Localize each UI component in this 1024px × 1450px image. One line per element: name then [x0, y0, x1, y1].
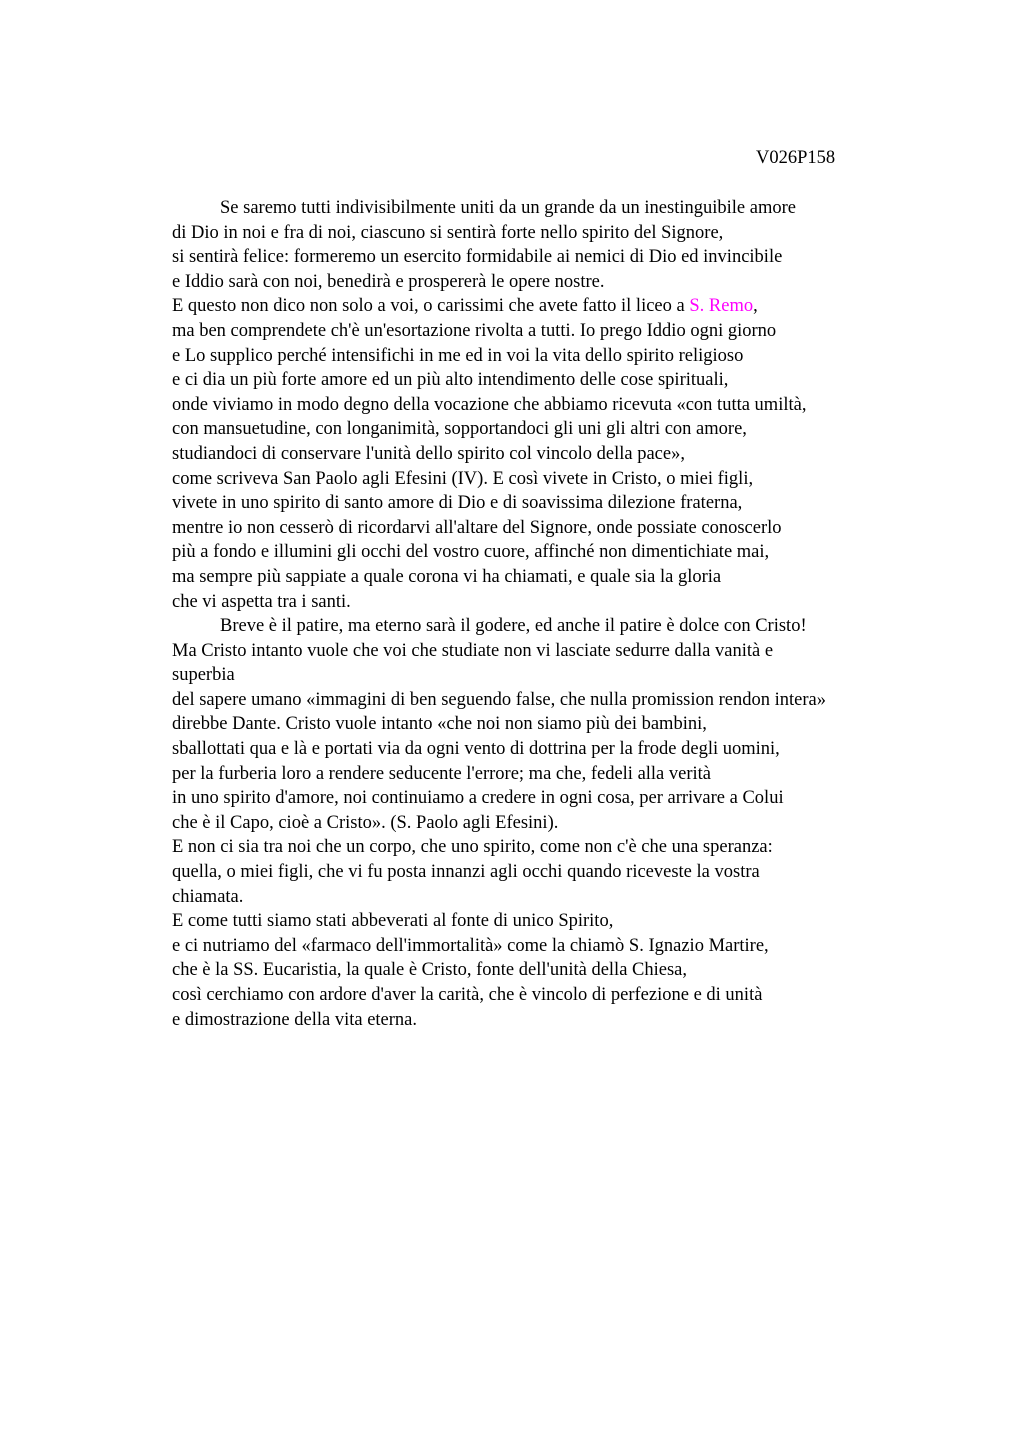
text-line-content: Breve è il patire, ma eterno sarà il godere, ed anche il patire è dolce con Cristo! [220, 616, 807, 637]
text-line [172, 688, 932, 713]
text-line-content: del sapere umano «immagini di ben seguendo false, che nulla promission rendon intera» [172, 689, 827, 710]
text-line [172, 835, 932, 860]
text-line [172, 1008, 932, 1033]
text-line [172, 516, 932, 541]
highlighted-text: S. Remo [689, 296, 754, 317]
text-line [172, 540, 932, 565]
text-line [172, 467, 932, 492]
text-line [172, 639, 932, 664]
text-line-content: sballottati qua e là e portati via da ogni vento di dottrina per la frode degli uomini, [172, 739, 780, 760]
text-line-content: più a fondo e illumini gli occhi del vostro cuore, affinché non dimentichiate mai, [172, 542, 770, 563]
text-line [172, 909, 932, 934]
text-line-content: come scriveva San Paolo agli Efesini (IV). E così vivete in Cristo, o miei figli, [172, 468, 754, 489]
text-line [172, 270, 932, 295]
text-line-content: ma sempre più sappiate a quale corona vi ha chiamati, e quale sia la gloria [172, 566, 722, 587]
text-line-content: vivete in uno spirito di santo amore di Dio e di soavissima dilezione fraterna, [172, 493, 743, 514]
text-line [172, 958, 932, 983]
text-line [172, 196, 932, 221]
text-line-content: onde viviamo in modo degno della vocazione che abbiamo ricevuta «con tutta umiltà, [172, 394, 807, 415]
text-line-content: con mansuetudine, con longanimità, sopportandoci gli uni gli altri con amore, [172, 419, 747, 440]
text-line-content: chiamata. [172, 886, 244, 907]
text-line-content: che vi aspetta tra i santi. [172, 591, 351, 612]
text-line [172, 934, 932, 959]
text-line [172, 663, 932, 688]
text-line-content: e dimostrazione della vita eterna. [172, 1009, 418, 1030]
text-line-content: così cerchiamo con ardore d'aver la carità, che è vincolo di perfezione e di unità [172, 985, 763, 1005]
text-line-content: e ci nutriamo del «farmaco dell'immortalità» come la chiamò S. Ignazio Martire, [172, 935, 769, 956]
text-line-content: e ci dia un più forte amore ed un più alto intendimento delle cose spirituali, [172, 370, 729, 391]
text-line [172, 885, 932, 910]
text-line [172, 860, 932, 885]
text-line [172, 368, 932, 393]
text-line-content: quella, o miei figli, che vi fu posta innanzi agli occhi quando riceveste la vostra [172, 862, 760, 883]
text-line [172, 245, 932, 270]
text-line [172, 614, 932, 639]
text-line-content: si sentirà felice: formeremo un esercito formidabile ai nemici di Dio ed invincibile [172, 247, 783, 268]
text-line-content: studiandoci di conservare l'unità dello spirito col vincolo della pace», [172, 443, 685, 464]
text-line [172, 442, 932, 467]
text-line [172, 417, 932, 442]
page-id: V026P158 [756, 148, 836, 168]
text-line-content: superbia [172, 665, 235, 686]
text-line [172, 221, 932, 246]
text-line-content: mentre io non cesserò di ricordarvi all'altare del Signore, onde possiate conoscerlo [172, 517, 782, 538]
text-line [172, 712, 932, 737]
text-line-content: in uno spirito d'amore, noi continuiamo a credere in ogni cosa, per arrivare a Colui [172, 788, 784, 809]
text-line-tail: , [753, 296, 758, 317]
text-line-content: direbbe Dante. Cristo vuole intanto «che noi non siamo più dei bambini, [172, 714, 707, 735]
text-line [172, 737, 932, 762]
text-line-content: che è il Capo, cioè a Cristo». (S. Paolo agli Efesini). [172, 812, 559, 833]
text-line [172, 294, 932, 319]
text-line [172, 590, 932, 615]
text-line-content: ma ben comprendete ch'è un'esortazione rivolta a tutti. Io prego Iddio ogni giorno [172, 320, 777, 341]
text-line [172, 319, 932, 344]
text-line [172, 344, 932, 369]
text-line-content: E non ci sia tra noi che un corpo, che uno spirito, come non c'è che una speranza: [172, 837, 773, 858]
text-line-content: per la furberia loro a rendere seducente l'errore; ma che, fedeli alla verità [172, 763, 712, 784]
text-line [172, 565, 932, 590]
text-line [172, 762, 932, 787]
text-line-content: Ma Cristo intanto vuole che voi che studiate non vi lasciate sedurre dalla vanità e [172, 640, 774, 661]
document-body [172, 196, 932, 1032]
text-line-content: e Iddio sarà con noi, benedirà e prospererà le opere nostre. [172, 271, 605, 292]
text-line [172, 393, 932, 418]
text-line [172, 491, 932, 516]
text-line [172, 983, 932, 1008]
text-line-content: E come tutti siamo stati abbeverati al fonte di unico Spirito, [172, 911, 614, 932]
text-line-content: che è la SS. Eucaristia, la quale è Cristo, fonte dell'unità della Chiesa, [172, 960, 688, 981]
text-line-content: e Lo supplico perché intensifichi in me ed in voi la vita dello spirito religioso [172, 345, 744, 366]
text-line-content: E questo non dico non solo a voi, o carissimi che avete fatto il liceo a [172, 296, 690, 317]
text-line [172, 811, 932, 836]
text-line-content: di Dio in noi e fra di noi, ciascuno si sentirà forte nello spirito del Signore, [172, 222, 724, 243]
text-line [172, 786, 932, 811]
text-line-content: Se saremo tutti indivisibilmente uniti da un grande da un inestinguibile amore [220, 198, 796, 218]
